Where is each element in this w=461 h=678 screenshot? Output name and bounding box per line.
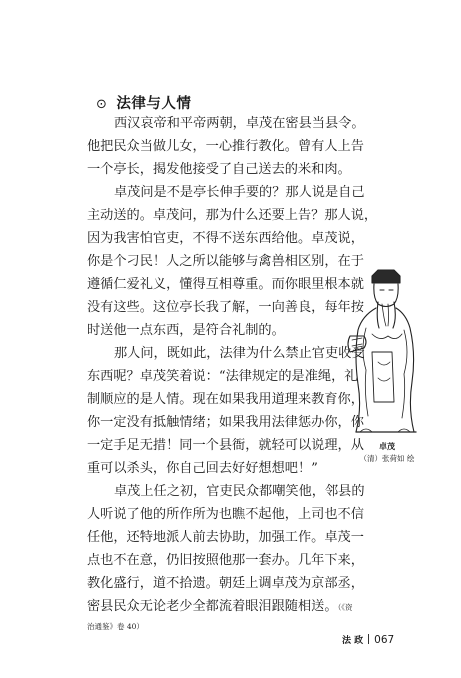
body-line: 东西呢？卓茂笑着说：“法律规定的是准绳，礼	[87, 369, 358, 384]
section-bullet-icon: ⊙	[96, 97, 108, 112]
section-title	[96, 92, 191, 113]
zhuo-mao-portrait-illustration	[342, 268, 432, 438]
body-line: 主动送的。卓茂问，那为什么还要上告？那人说，	[87, 208, 378, 223]
body-line: 你是个刁民！人之所以能够与禽兽相区别，在于	[87, 254, 364, 269]
body-line	[87, 597, 353, 619]
body-line: 你一定没有抵触情绪；如果我用法律惩办你，你	[87, 415, 364, 430]
body-line: 卓茂上任之初，官吏民众都嘲笑他，邻县的	[114, 484, 365, 499]
section-title-text: 法律与人情	[116, 96, 192, 112]
body-line: 因为我害怕官吏，不得不送东西给他。卓茂说，	[87, 231, 364, 246]
body-line: 教化盛行，道不拾遗。朝廷上调卓茂为京部丞，	[87, 576, 364, 591]
source-reference-start: （《资	[337, 603, 353, 612]
body-line: 卓茂问是不是亭长伸手要的？那人说是自己	[114, 185, 365, 200]
body-line: 一个亭长，揭发他接受了自己送去的米和肉。	[87, 162, 351, 177]
page-number: 067	[374, 634, 395, 646]
body-line: 任他，还特地派人前去协助，加强工作。卓茂一	[87, 530, 364, 545]
body-line: 没有这些。这位亭长我了解，一向善良，每年按	[87, 300, 364, 315]
body-line: 那人问，既如此，法律为什么禁止官吏收受	[114, 346, 365, 361]
body-line: 重可以杀头，你自己回去好好想想吧！”	[87, 461, 318, 476]
body-line: 制顺应的是人情。现在如果我用道理来教育你，	[87, 392, 364, 407]
body-line: 遵循仁爱礼义，懂得互相尊重。而你眼里根本就	[87, 277, 364, 292]
footer-divider	[368, 634, 369, 644]
body-line: 一定手足无措！同一个县衙，就轻可以说理，从	[87, 438, 364, 453]
body-line: 人听说了他的所作所为也瞧不起他，上司也不信	[87, 507, 364, 522]
body-line: 西汉哀帝和平帝两朝，卓茂在密县当县令。	[114, 116, 365, 131]
footer-section-label: 法 政	[342, 636, 364, 646]
page-footer	[342, 633, 394, 646]
figure-caption-credit: （清）张荷如 绘	[359, 454, 415, 463]
body-line: 他把民众当做儿女，一心推行教化。曾有人上告	[87, 139, 364, 154]
source-reference-end: 治通鉴》卷 40）	[87, 622, 144, 631]
figure-caption-name: 卓茂	[379, 442, 395, 451]
body-line: 时送他一点东西，是符合礼制的。	[87, 323, 285, 338]
body-line-text: 密县民众无论老少全都流着眼泪跟随相送。	[87, 599, 338, 614]
body-line: 点也不在意，仍旧按照他那一套办。几年下来，	[87, 553, 364, 568]
